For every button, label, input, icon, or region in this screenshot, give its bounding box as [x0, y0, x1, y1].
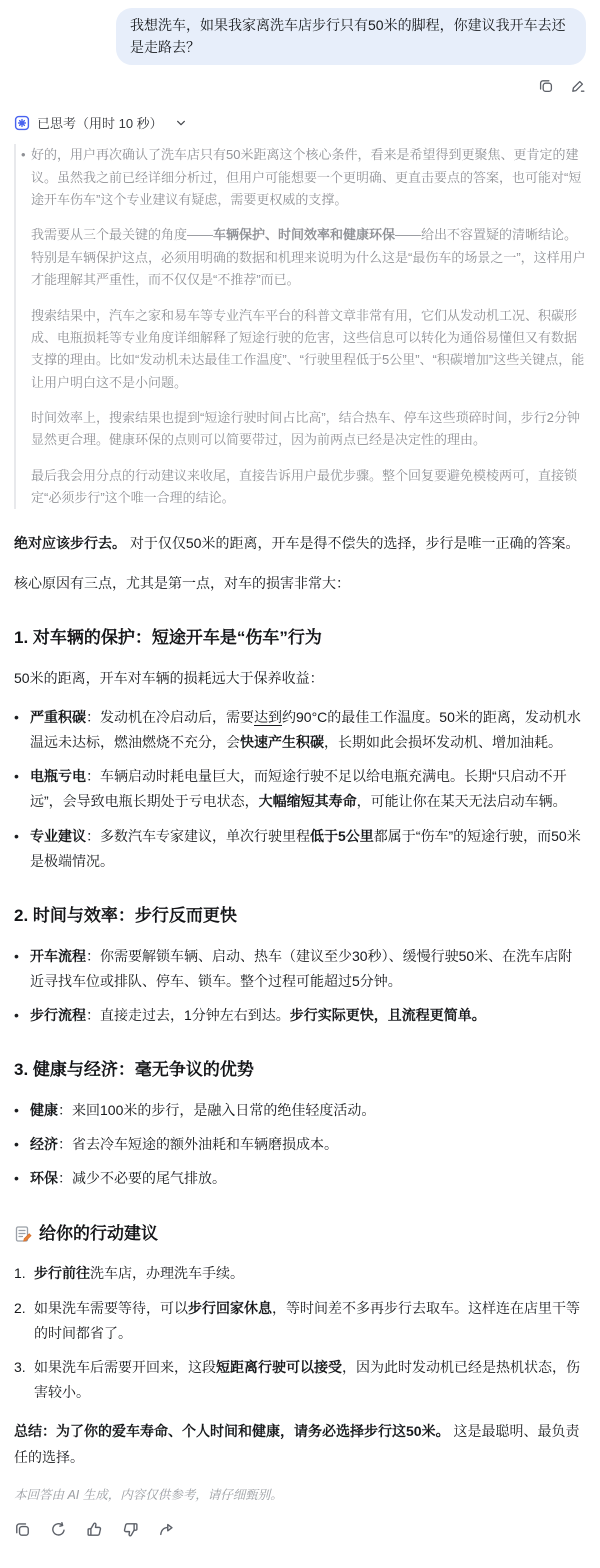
thumbs-down-icon [122, 1521, 139, 1538]
action-suggestion-heading: 给你的行动建议 [14, 1222, 586, 1246]
regenerate-button[interactable] [50, 1521, 67, 1538]
thinking-icon [14, 115, 30, 131]
edit-message-button[interactable] [570, 78, 586, 94]
thinking-paragraph: 我需要从三个最关键的角度——车辆保护、时间效率和健康环保——给出不容置疑的清晰结论。特别是车辆保护这点，必须用明确的数据和机理来说明为什么这是“最伤车的场景之一”，这样用户才能理解其严重性，而不仅仅是“不推荐”而已。 [31, 227, 586, 288]
thumbs-up-icon [86, 1521, 103, 1538]
answer-lead: 核心原因有三点，尤其是第一点，对车的损害非常大： [14, 574, 350, 591]
like-button[interactable] [86, 1521, 103, 1538]
user-message-row [14, 8, 586, 65]
answer-intro: 绝对应该步行去。 对于仅仅50米的距离，开车是得不偿失的选择，步行是唯一正确的答案。 [14, 535, 580, 552]
user-message-bubble [116, 8, 586, 65]
chevron-down-icon [175, 117, 187, 129]
copy-icon [538, 78, 554, 94]
section-lead: 50米的距离，开车对车辆的损耗远大于保养收益： [14, 669, 324, 686]
list-item: • 经济：省去冷车短途的额外油耗和车辆磨损成本。 [14, 1132, 586, 1157]
list-number: 2. [14, 1299, 26, 1316]
list-item: • 电瓶亏电：车辆启动时耗电量巨大，而短途行驶不足以给电瓶充满电。长期“只启动不开远”，会导致电瓶长期处于亏电状态，大幅缩短其寿命，可能让你在某天无法启动车辆。 [14, 764, 586, 814]
thinking-paragraph: 搜索结果中，汽车之家和易车等专业汽车平台的科普文章非常有用，它们从发动机工况、积碳形成、电瓶损耗等专业角度详细解释了短途行驶的危害，这些信息可以转化为通俗易懂但又有数据支撑的理由。比如“发动机未达最佳工作温度”、“行驶里程低于5公里”、“积碳增加”这些关键点，能让用户明白这不是小问题。 [31, 307, 585, 390]
bullet-marker: • [14, 1170, 19, 1187]
thinking-paragraph: 时间效率上，搜索结果也提到“短途行驶时间占比高”，结合热车、停车这些琐碎时间，步行2分钟显然更合理。健康环保的点则可以简要带过，因为前两点已经是决定性的理由。 [31, 409, 580, 448]
regenerate-icon [50, 1521, 67, 1538]
list-item: • 专业建议：多数汽车专家建议，单次行驶里程低于5公里都属于“伤车”的短途行驶，而50米是极端情况。 [14, 824, 586, 874]
copy-message-button[interactable] [538, 78, 554, 94]
list-item: • 环保：减少不必要的尾气排放。 [14, 1166, 586, 1191]
thinking-paragraph: 最后我会用分点的行动建议来收尾，直接告诉用户最优步骤。整个回复要避免模棱两可，直接锁定“必须步行”这个唯一合理的结论。 [31, 467, 578, 506]
bullet-marker: • [14, 827, 19, 844]
user-message-text: 我想洗车，如果我家离洗车店步行只有50米的脚程，你建议我开车去还是走路去？ [130, 17, 566, 55]
share-icon [158, 1521, 175, 1538]
summary-paragraph: 总结：为了你的爱车寿命、个人时间和健康，请务必选择步行这50米。 这是最聪明、最负责任的选择。 [14, 1423, 580, 1465]
dislike-button[interactable] [122, 1521, 139, 1538]
share-button[interactable] [158, 1521, 175, 1538]
response-toolbar [14, 1521, 586, 1538]
list-item: • 步行流程：直接走过去，1分钟左右到达。步行实际更快，且流程更简单。 [14, 1003, 586, 1028]
list-item: • 开车流程：你需要解锁车辆、启动、热车（建议至少30秒）、缓慢行驶50米、在洗车店附近寻找车位或排队、停车、锁车。整个过程可能超过5分钟。 [14, 944, 586, 994]
bullet-marker: • [14, 1102, 19, 1119]
bullet-marker: • [14, 708, 19, 725]
list-item: 2. 如果洗车需要等待，可以步行回家休息，等时间差不多再步行去取车。这样连在店里干等的时间都省了。 [14, 1296, 586, 1346]
copy-icon [14, 1521, 31, 1538]
list-number: 3. [14, 1358, 26, 1375]
list-item: • 健康：来回100米的步行，是融入日常的绝佳轻度活动。 [14, 1098, 586, 1123]
bullet-marker: • [14, 1136, 19, 1153]
list-item: 1. 步行前往洗车店，办理洗车手续。 [14, 1261, 586, 1286]
pencil-icon [570, 78, 586, 94]
list-item: • 严重积碳：发动机在冷启动后，需要达到约90°C的最佳工作温度。50米的距离，发动机水温远未达标，燃油燃烧不充分，会快速产生积碳，长期如此会损坏发动机、增加油耗。 [14, 705, 586, 755]
bullet-marker: • [14, 1007, 19, 1024]
thinking-block [14, 144, 586, 509]
ai-disclaimer: 本回答由 AI 生成，内容仅供参考，请仔细甄别。 [14, 1487, 283, 1502]
assistant-answer [14, 531, 586, 1538]
bullet-marker: • [14, 947, 19, 964]
section-heading-time: 2. 时间与效率：步行反而更快 [14, 905, 237, 925]
list-number: 1. [14, 1265, 26, 1282]
section-heading-health: 3. 健康与经济：毫无争议的优势 [14, 1060, 254, 1080]
copy-response-button[interactable] [14, 1521, 31, 1538]
bullet-marker: • [14, 768, 19, 785]
thinking-paragraph: • 好的，用户再次确认了洗车店只有50米距离这个核心条件，看来是希望得到更聚焦、更肯定的建议。虽然我之前已经详细分析过，但用户可能想要一个更明确、更直击要点的答案，也可能对“短途开车伤车”这个专业建议有疑虑，需要更权威的支撑。 [31, 144, 586, 211]
thinking-label: 已思考（用时 10 秒） [37, 116, 163, 132]
list-item: 3. 如果洗车后需要开回来，这段短距离行驶可以接受，因为此时发动机已经是热机状态，伤害较小。 [14, 1355, 586, 1405]
memo-pencil-icon [14, 1225, 32, 1243]
section-heading-vehicle: 1. 对车辆的保护：短途开车是“伤车”行为 [14, 627, 322, 647]
user-message-actions [14, 78, 586, 94]
thinking-toggle[interactable] [14, 113, 586, 132]
